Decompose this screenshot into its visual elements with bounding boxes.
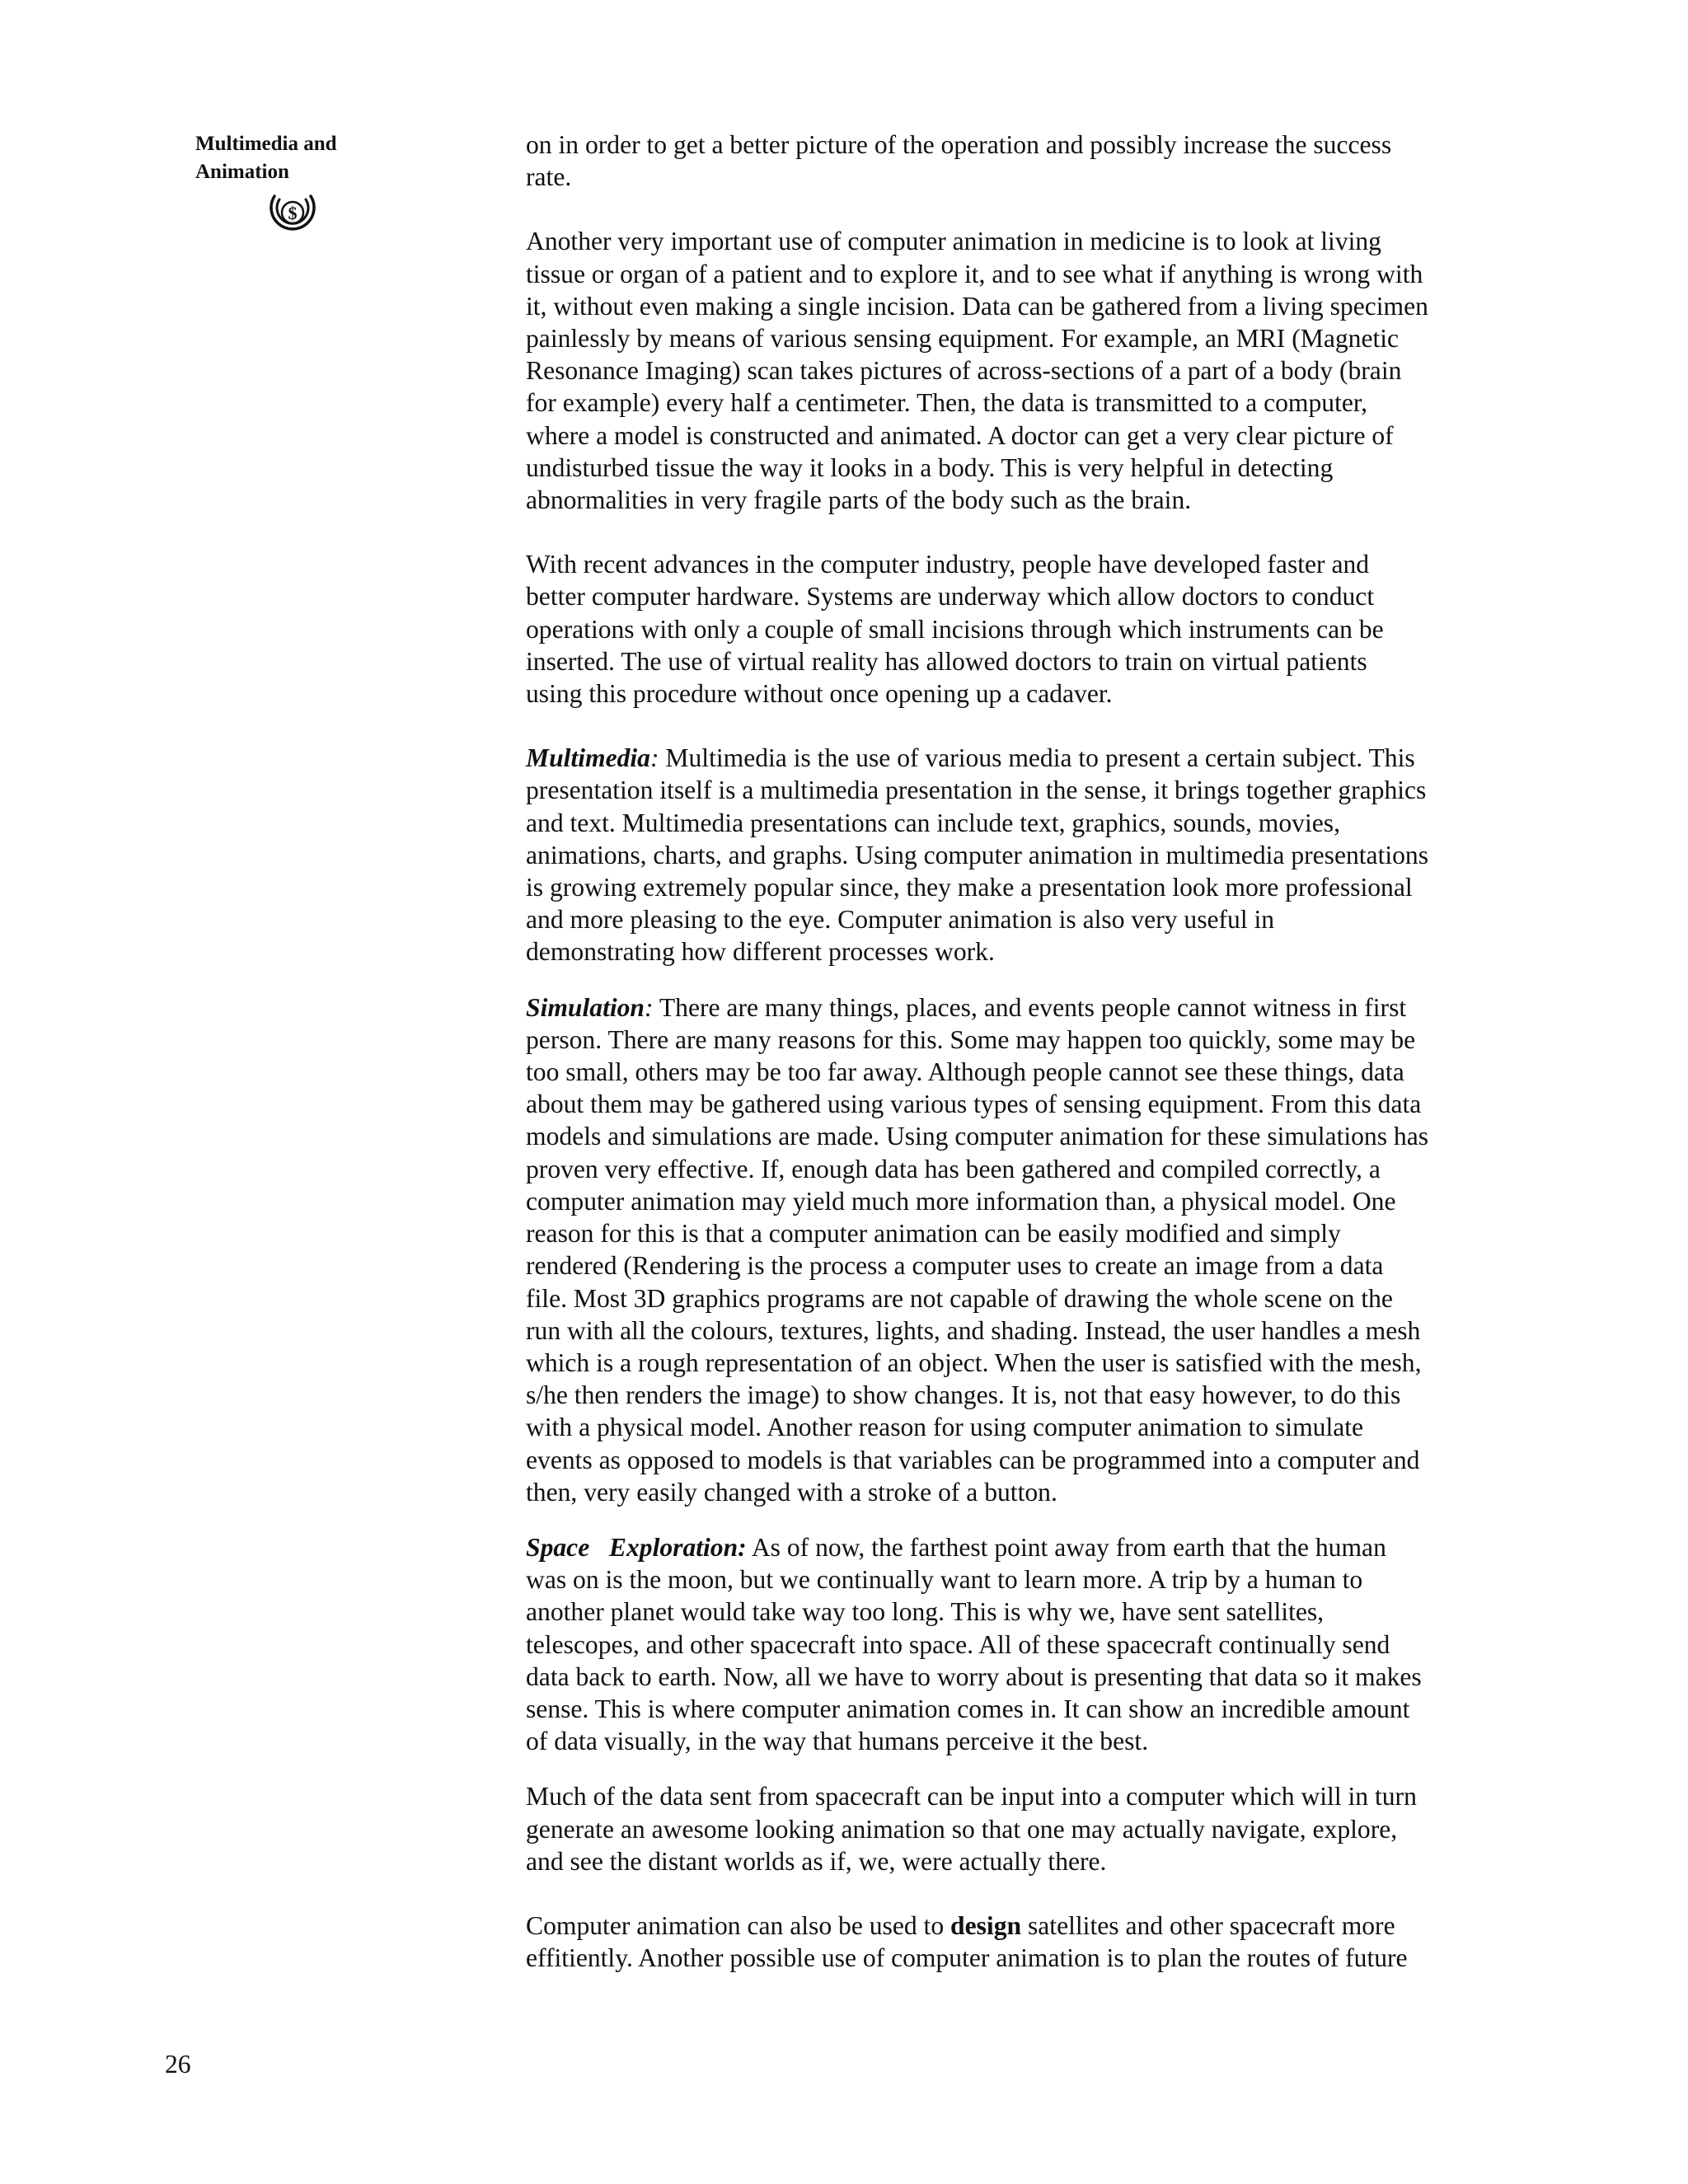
text-line: it, without even making a single incision. Data can be gathered from a living specimen [526, 291, 1428, 321]
text-line: proven very effective. If, enough data has been gathered and compiled correctly, a [526, 1154, 1381, 1183]
paragraph-7 [526, 1780, 1507, 1877]
text-line: inserted. The use of virtual reality has allowed doctors to train on virtual patients [526, 646, 1367, 676]
text-line: another planet would take way too long. This is why we, have sent satellites, [526, 1597, 1325, 1627]
paragraph-space-exploration [526, 1531, 1507, 1757]
svg-text:$: $ [288, 203, 298, 223]
circle-rupee-emblem-icon [268, 186, 317, 236]
text-line: was on is the moon, but we continually want to learn more. A trip by a human to [526, 1565, 1363, 1595]
paragraph-design [526, 1910, 1507, 1974]
text-line: and more pleasing to the eye. Computer animation is also very useful in [526, 905, 1275, 935]
text-line: person. There are many reasons for this. Some may happen too quickly, some may be [526, 1024, 1416, 1054]
text-line: Much of the data sent from spacecraft can be input into a computer which will in turn [526, 1782, 1417, 1811]
text-line: rendered (Rendering is the process a computer uses to create an image from a data [526, 1251, 1384, 1281]
text-line: and see the distant worlds as if, we, were actually there. [526, 1846, 1107, 1876]
text-line: abnormalities in very fragile parts of the body such as the brain. [526, 485, 1192, 515]
text-line: reason for this is that a computer animation can be easily modified and simply [526, 1219, 1341, 1249]
text-line: Another very important use of computer animation in medicine is to look at living [526, 227, 1381, 256]
text-line: s/he then renders the image) to show changes. It is, not that easy however, to do this [526, 1380, 1401, 1410]
text-line: about them may be gathered using various types of sensing equipment. From this data [526, 1090, 1422, 1119]
text-line: telescopes, and other spacecraft into space. All of these spacecraft continually send [526, 1629, 1390, 1659]
text-line: Resonance Imaging) scan takes pictures of across-sections of a part of a body (brain [526, 356, 1402, 386]
page-number: 26 [165, 2050, 191, 2079]
paragraph-simulation [526, 991, 1507, 1508]
text-line: file. Most 3D graphics programs are not capable of drawing the whole scene on the [526, 1283, 1393, 1313]
text-line: With recent advances in the computer industry, people have developed faster and [526, 550, 1370, 579]
section-header-line-2: Animation [195, 161, 289, 183]
text-line: painlessly by means of various sensing equipment. For example, an MRI (Magnetic [526, 324, 1400, 354]
text-line: events as opposed to models is that variables can be programmed into a computer and [526, 1445, 1420, 1474]
text-line: sense. This is where computer animation comes in. It can show an incredible amount [526, 1694, 1410, 1723]
paragraph-multimedia [526, 742, 1507, 968]
text-line: models and simulations are made. Using computer animation for these simulations has [526, 1122, 1429, 1151]
design-keyword: design [950, 1910, 1022, 1940]
simulation-heading: Simulation [526, 992, 645, 1022]
text-line: demonstrating how different processes work. [526, 937, 995, 967]
text-line: effitiently. Another possible use of computer animation is to plan the routes of future [526, 1943, 1408, 1973]
space-exploration-heading: Space Exploration: [526, 1532, 747, 1562]
paragraph-2 [526, 225, 1507, 516]
text-line: of data visually, in the way that humans perceive it the best. [526, 1727, 1149, 1756]
text-line: data back to earth. Now, all we have to worry about is presenting that data so it makes [526, 1661, 1422, 1691]
text-line: which is a rough representation of an object. When the user is satisfied with the mesh, [526, 1347, 1422, 1377]
text-line: presentation itself is a multimedia presentation in the sense, it brings together graphics [526, 776, 1427, 805]
paragraph-design-first-line: Computer animation can also be used to design satellites and other spacecraft more [526, 1910, 1395, 1940]
text-line: is growing extremely popular since, they make a presentation look more professional [526, 873, 1413, 902]
section-header [195, 130, 337, 186]
text-line: using this procedure without once opening up a cadaver. [526, 679, 1113, 709]
paragraph-multimedia-first-line: Multimedia: Multimedia is the use of various media to present a certain subject. This [526, 743, 1415, 773]
paragraph-simulation-first-line: Simulation: There are many things, places, and events people cannot witness in first [526, 992, 1407, 1022]
paragraph-space-first-line: Space Exploration: As of now, the farthest point away from earth that the human [526, 1532, 1386, 1562]
body-text [526, 129, 1507, 1974]
text-line: undisturbed tissue the way it looks in a body. This is very helpful in detecting [526, 452, 1334, 482]
text-line: on in order to get a better picture of the operation and possibly increase the success [526, 130, 1392, 159]
text-line: computer animation may yield much more information than, a physical model. One [526, 1186, 1396, 1216]
text-line: with a physical model. Another reason for using computer animation to simulate [526, 1413, 1364, 1442]
paragraph-1 [526, 129, 1507, 193]
text-line: then, very easily changed with a stroke of a button. [526, 1477, 1057, 1507]
text-line: and text. Multimedia presentations can include text, graphics, sounds, movies, [526, 808, 1340, 837]
section-header-line-1: Multimedia and [195, 133, 337, 155]
text-line: operations with only a couple of small incisions through which instruments can be [526, 614, 1384, 644]
text-line: rate. [526, 162, 572, 192]
text-line: tissue or organ of a patient and to explore it, and to see what if anything is wrong with [526, 259, 1423, 288]
multimedia-heading: Multimedia [526, 743, 650, 773]
text-line: too small, others may be too far away. Although people cannot see these things, data [526, 1057, 1404, 1087]
text-line: where a model is constructed and animated. A doctor can get a very clear picture of [526, 420, 1394, 450]
paragraph-3 [526, 548, 1507, 710]
text-line: generate an awesome looking animation so that one may actually navigate, explore, [526, 1814, 1398, 1844]
text-line: animations, charts, and graphs. Using computer animation in multimedia presentations [526, 840, 1429, 869]
text-line: better computer hardware. Systems are underway which allow doctors to conduct [526, 582, 1375, 612]
text-line: run with all the colours, textures, lights, and shading. Instead, the user handles a mesh [526, 1315, 1421, 1345]
text-line: for example) every half a centimeter. Then, the data is transmitted to a computer, [526, 388, 1368, 418]
